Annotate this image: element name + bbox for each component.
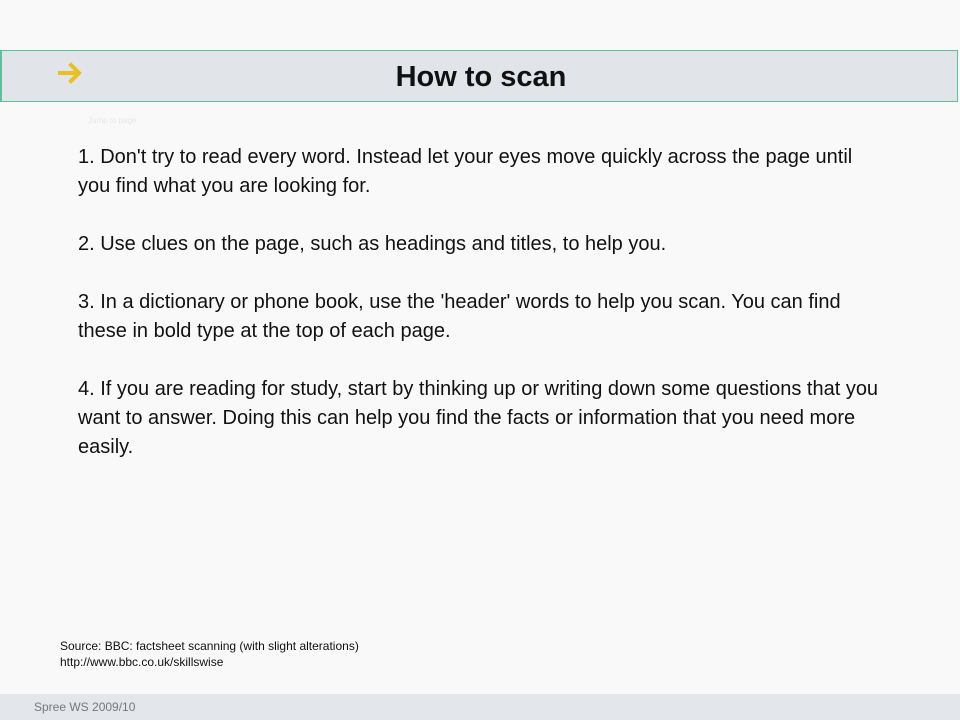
faint-label: Jump to page xyxy=(88,116,137,125)
slide-content xyxy=(78,143,888,491)
point-4: 4. If you are reading for study, start by thinking up or writing down some questions that you want to answer. Doing this can help you find the facts or information that you need more easily. xyxy=(78,378,879,458)
source-text: Source: BBC: factsheet scanning (with slight alterations) xyxy=(60,639,359,653)
footer-text: Spree WS 2009/10 xyxy=(34,700,136,714)
footer-bar xyxy=(0,694,960,720)
point-3: 3. In a dictionary or phone book, use the 'header' words to help you scan. You can find these in bold type at the top of each page. xyxy=(78,291,841,342)
point-1: 1. Don't try to read every word. Instead let your eyes move quickly across the page until you find what you are looking for. xyxy=(78,146,853,197)
source-citation xyxy=(60,638,359,670)
slide-title: How to scan xyxy=(395,61,567,93)
point-2: 2. Use clues on the page, such as headings and titles, to help you. xyxy=(78,233,667,255)
source-url[interactable]: http://www.bbc.co.uk/skillswise xyxy=(60,655,224,669)
title-bar xyxy=(0,50,958,102)
